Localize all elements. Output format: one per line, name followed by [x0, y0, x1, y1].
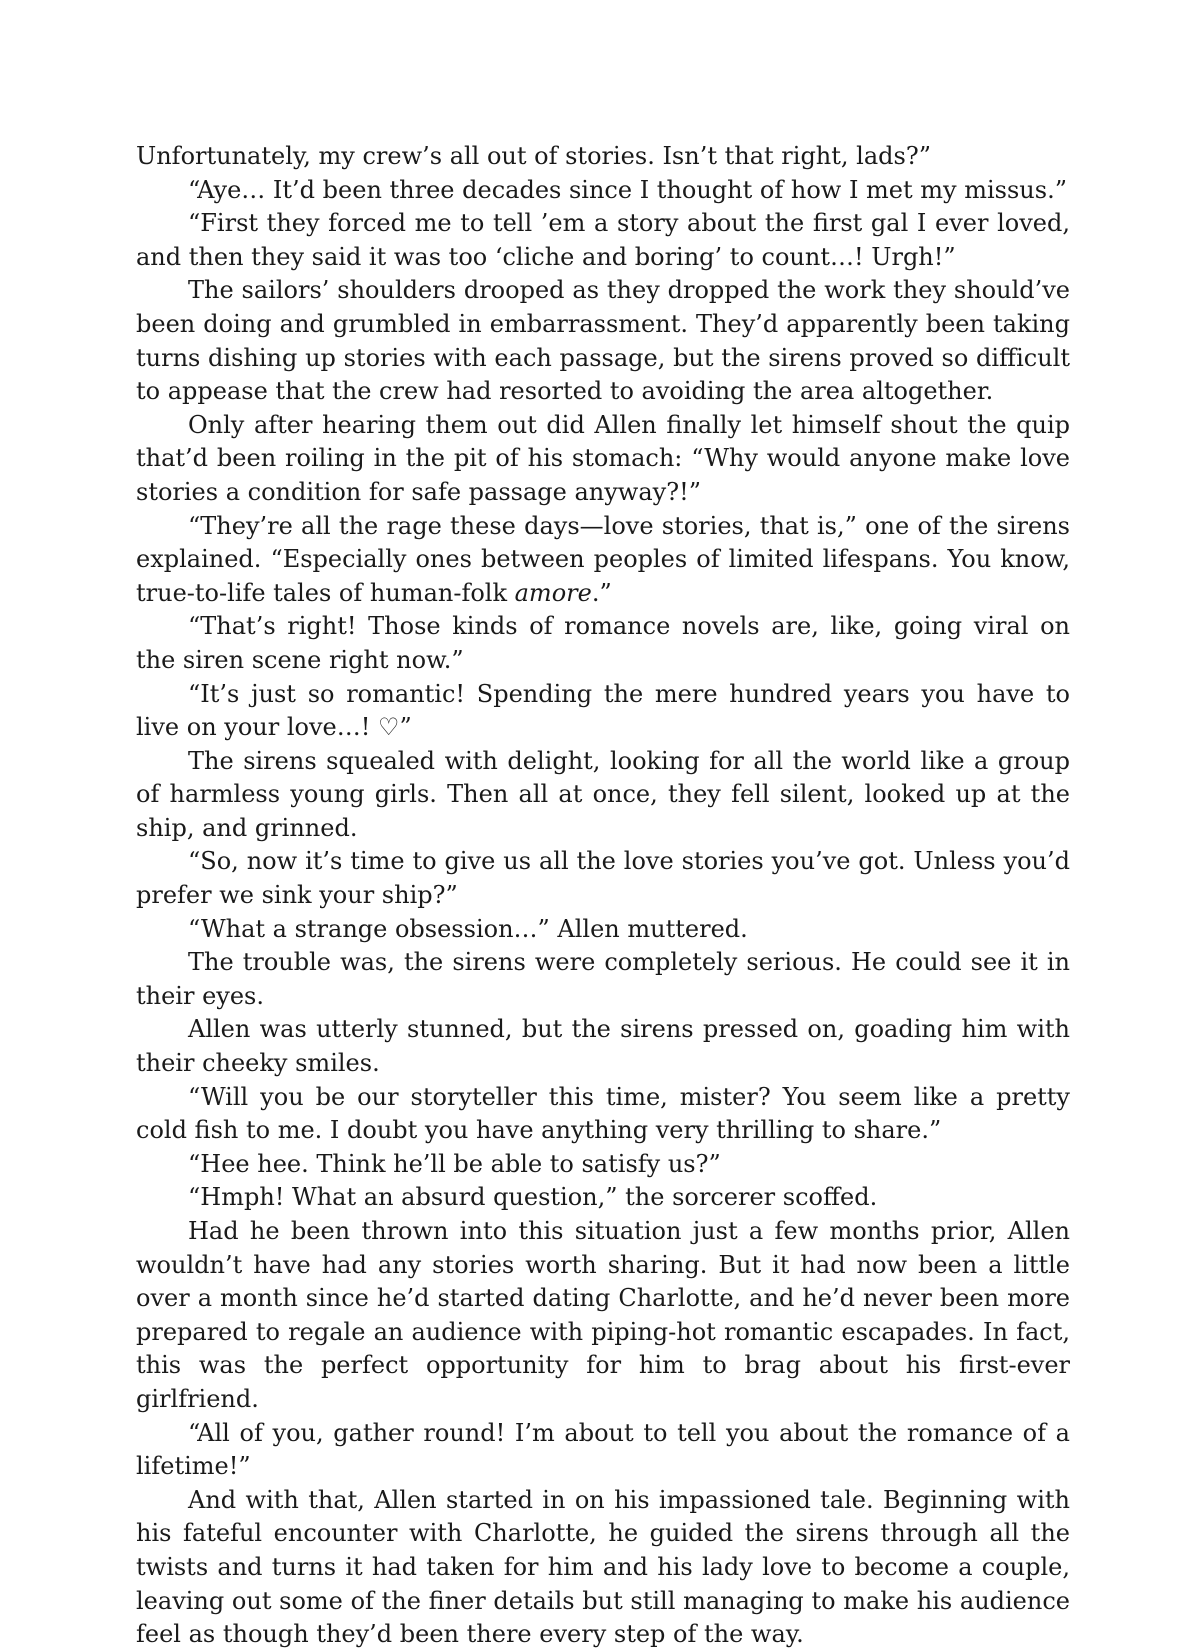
paragraph: Allen was utterly stunned, but the sirens pressed on, goading him with their cheeky smiles. — [136, 1015, 1070, 1078]
paragraph: “Will you be our storyteller this time, mister? You seem like a pretty cold fish to me. I doubt you have anything very thrilling to share.” — [136, 1082, 1070, 1145]
paragraph: And with that, Allen started in on his impassioned tale. Beginning with his fateful encounter with Charlotte, he guided the sirens through all the twists and turns it had taken for him and his lady love to become a couple, leaving out some of the finer details but still managing to make his audience feel as though they’d been there every step of the way. — [136, 1485, 1070, 1649]
paragraph: The sailors’ shoulders drooped as they dropped the work they should’ve been doing and grumbled in embarrassment. They’d apparently been taking turns dishing up stories with each passage, but the sirens proved so difficult to appease that the crew had resorted to avoiding the area altogether. — [136, 276, 1070, 406]
paragraph: “Hmph! What an absurd question,” the sorcerer scoffed. — [188, 1183, 878, 1212]
paragraph-text: .” — [591, 578, 612, 607]
paragraph: Unfortunately, my crew’s all out of stories. Isn’t that right, lads?” — [136, 142, 931, 170]
paragraph: “All of you, gather round! I’m about to tell you about the romance of a lifetime!” — [136, 1418, 1070, 1481]
paragraph: Only after hearing them out did Allen finally let himself shout the quip that’d been roiling in the pit of his stomach: “Why would anyone make love stories a condition for safe passage anyway?!” — [136, 410, 1070, 506]
paragraph: “That’s right! Those kinds of romance novels are, like, going viral on the siren scene right now.” — [136, 612, 1070, 674]
paragraph-text: “They’re all the rage these days—love stories, that is,” one of the sirens explained. “Especially ones between peoples of limited lifespans. You know, true-to-life tales of human-folk — [136, 511, 1070, 607]
paragraph: “So, now it’s time to give us all the love stories you’ve got. Unless you’d prefer we sink your ship?” — [136, 847, 1070, 910]
page-body — [136, 140, 1070, 1652]
paragraph: Had he been thrown into this situation just a few months prior, Allen wouldn’t have had any stories worth sharing. But it had now been a little over a month since he’d started dating Charlotte, and he’d never been more prepared to regale an audience with piping-hot romantic escapades. In fact, this was the perfect opportunity for him to brag about his first-ever girlfriend. — [136, 1217, 1070, 1413]
paragraph: “It’s just so romantic! Spending the mere hundred years you have to live on your love…! ♡” — [136, 679, 1070, 742]
paragraph: “Hee hee. Think he’ll be able to satisfy us?” — [188, 1149, 721, 1178]
paragraph: The trouble was, the sirens were completely serious. He could see it in their eyes. — [136, 948, 1070, 1010]
paragraph: “Aye… It’d been three decades since I thought of how I met my missus.” — [188, 175, 1067, 204]
paragraph: “First they forced me to tell ’em a story about the first gal I ever loved, and then they said it was too ‘cliche and boring’ to count…! Urgh!” — [136, 209, 1070, 271]
paragraph — [136, 510, 1070, 611]
paragraph: The sirens squealed with delight, looking for all the world like a group of harmless young girls. Then all at once, they fell silent, looked up at the ship, and grinned. — [136, 746, 1070, 842]
paragraph: “What a strange obsession…” Allen muttered. — [188, 914, 748, 943]
italic-word: amore — [514, 578, 592, 607]
